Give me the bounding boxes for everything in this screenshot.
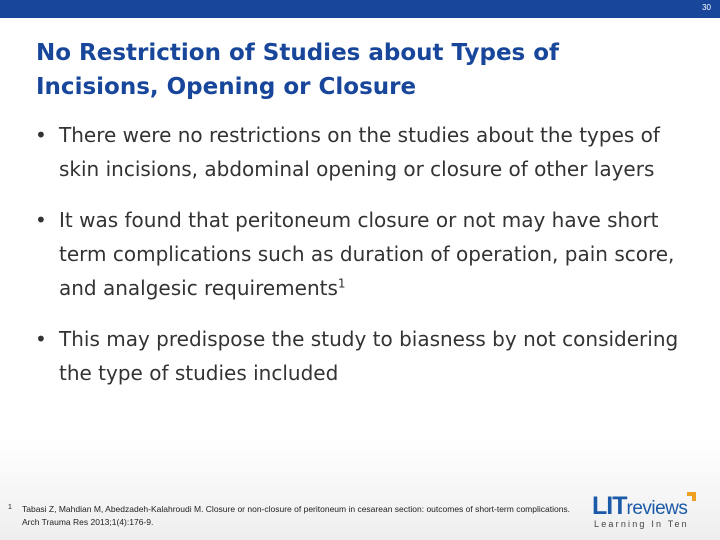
slide-number: 30	[702, 3, 711, 12]
citation-superscript: 1	[337, 276, 346, 291]
logo-wordmark	[592, 492, 687, 518]
footnote-mark: 1	[8, 504, 12, 511]
footnote	[8, 503, 588, 529]
logo-lit-text: LIT	[592, 492, 627, 520]
slide-title: No Restriction of Studies about Types of Incisions, Opening or Closure	[36, 40, 560, 100]
litreviews-logo	[592, 492, 710, 532]
bullet-item	[35, 203, 695, 305]
bullet-list	[35, 118, 695, 407]
bullet-text: There were no restrictions on the studies about the types of skin incisions, abdominal opening or closure of other layers	[59, 123, 660, 181]
bullet-text: It was found that peritoneum closure or not may have short term complications such as duration of operation, pain score, and analgesic requirements	[59, 208, 675, 300]
bullet-text: This may predispose the study to biasness by not considering the type of studies included	[59, 327, 679, 385]
footnote-text: Tabasi Z, Mahdian M, Abedzadeh-Kalahroudi M. Closure or non-closure of peritoneum in cesarean section: outcomes of short-term complications. Arch Trauma Res 2013;1(4):176-9.	[22, 504, 571, 527]
bullet-dot-icon: •	[35, 327, 47, 351]
logo-reviews-text: reviews	[626, 498, 688, 519]
bullet-dot-icon: •	[35, 123, 47, 147]
arrow-up-right-icon	[678, 490, 698, 510]
bullet-item	[35, 322, 695, 390]
bullet-dot-icon: •	[35, 208, 47, 232]
logo-tagline: Learning In Ten	[594, 519, 689, 529]
top-bar	[0, 0, 720, 18]
bullet-item	[35, 118, 695, 186]
